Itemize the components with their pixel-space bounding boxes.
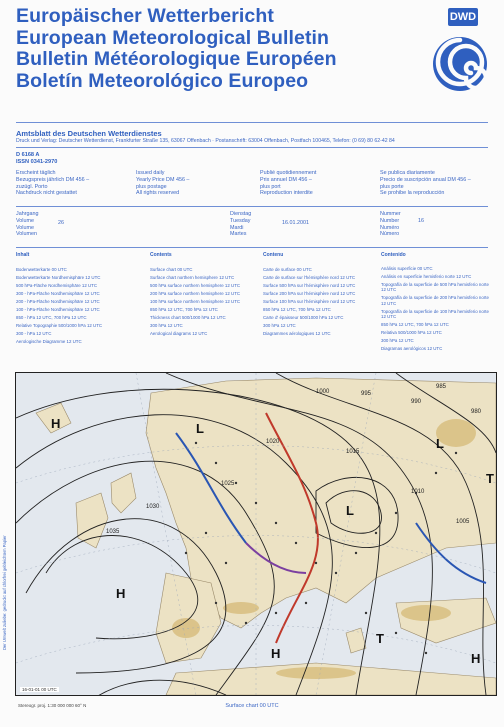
- toc-item: Bodenwetterkarte Nordhemisphäre 12 UTC: [16, 275, 101, 280]
- issue-number: 16: [418, 218, 424, 224]
- toc-item: 850 hPa 12 UTC, 700 hPa 12 UTC: [381, 322, 449, 328]
- toc-item: 300 hPa 12 UTC: [381, 338, 414, 344]
- surface-weather-map: [15, 372, 497, 696]
- toc-item: 200 - hPa-Fläche Nordhemisphäre 12 UTC: [16, 299, 100, 304]
- toc-item: Carte de surface sur l'hémisphère nord 12 UTC: [263, 275, 356, 280]
- toc-item: Diagrammes aérologiques 12 UTC: [263, 331, 331, 336]
- toc-item: 850 hPa 12 UTC, 700 hPa 12 UTC: [263, 307, 331, 312]
- low-pressure-centre: L: [196, 421, 204, 436]
- info-fr: [260, 170, 316, 197]
- isobar-label: 1000: [316, 389, 330, 395]
- trough-centre: T: [486, 471, 494, 486]
- map-caption: Surface chart 00 UTC: [225, 703, 279, 709]
- info-en-line: Yearly Price DM 456 –: [136, 176, 190, 183]
- dwd-spiral-icon: [430, 30, 488, 100]
- contents-es-head: Contenido: [381, 252, 406, 258]
- volume-label: Volumen: [16, 231, 37, 238]
- info-de-line: Nachdruck nicht gestattet: [16, 190, 77, 197]
- info-en: [136, 170, 189, 197]
- contents-es: [381, 252, 491, 354]
- contents-fr: [263, 252, 373, 338]
- volume-label: Volume: [16, 224, 34, 231]
- toc-item: 500 hPa surface northern hemisphere 12 UTC: [150, 283, 241, 288]
- isobar-label: 1015: [346, 449, 360, 455]
- isobar-label: 1030: [146, 504, 160, 510]
- title-de: Europäischer Wetterbericht: [16, 5, 274, 27]
- volume-label: Jahrgang: [16, 211, 39, 217]
- publisher-address: Druck und Verlag: Deutscher Wetterdienst, Frankfurter Straße 135, 63067 Offenbach · Postanschrift: 63004 Offenbach, Postfach 100465, Telefon: (0 69) 80 62-42 84: [16, 138, 395, 144]
- info-fr-line: plus port: [260, 183, 281, 190]
- volume-labels: [16, 211, 38, 238]
- id-block: [16, 152, 57, 166]
- toc-item: 300 - hPa 12 UTC: [16, 331, 52, 336]
- issn: ISSN 0341-2970: [16, 159, 58, 165]
- high-pressure-centre: H: [116, 586, 126, 601]
- contents-en: [150, 252, 255, 338]
- title-block: [16, 6, 436, 92]
- info-de-line: Bezugspreis jährlich DM 456 –: [16, 176, 90, 183]
- toc-item: 500 hPa-Fläche Nordhemisphäre 12 UTC: [16, 283, 98, 288]
- issue-date: 16.01.2001: [282, 220, 309, 226]
- info-en-line: plus postage: [136, 183, 167, 190]
- high-pressure-centre: H: [271, 646, 281, 661]
- title-fr: Bulletin Météorologique Européen: [16, 48, 337, 70]
- title-en: European Meteorological Bulletin: [16, 26, 330, 49]
- toc-item: 100 - hPa-Fläche Nordhemisphäre 12 UTC: [16, 307, 100, 312]
- toc-item: Topografía de la superficie de 100 hPa hemisferio norte 12 UTC: [381, 308, 489, 320]
- toc-item: 200 hPa surface northern hemisphere 12 UTC: [150, 291, 241, 296]
- number-label: Número: [380, 231, 400, 238]
- divider-address: [16, 147, 488, 148]
- dwd-logo: [430, 8, 488, 104]
- low-pressure-centre: L: [436, 436, 444, 451]
- number-label: Number: [380, 217, 400, 224]
- isobar-label: 1005: [456, 519, 470, 525]
- toc-item: Topografía de la superficie de 200 hPa hemisferio norte 12 UTC: [381, 295, 489, 306]
- toc-item: Carte d' épaisseur 500/1000 hPa 12 UTC: [263, 315, 344, 320]
- toc-item: 300 hPa 12 UTC: [263, 323, 296, 328]
- number-labels: [380, 211, 401, 238]
- info-fr-line: Reproduction interdite: [260, 190, 313, 197]
- toc-item: Aerological diagrams 12 UTC: [150, 331, 208, 336]
- isobar-label: 1035: [106, 529, 120, 535]
- dwd-badge: DWD: [448, 8, 478, 26]
- toc-item: 850 - hPa 12 UTC, 700 hPa 12 UTC: [16, 315, 87, 320]
- info-de: [16, 170, 89, 197]
- trough-centre: T: [376, 631, 384, 646]
- info-es-line: Se prohibe la reproducción: [380, 190, 445, 197]
- contents-de-head: Inhalt: [16, 252, 30, 258]
- volume-value: 26: [58, 220, 64, 226]
- paper-note: Der Umwelt zuliebe: gedruckt auf chlorfrei gebleichtem Papier: [2, 535, 7, 650]
- title-es: Boletín Meteorológico Europeo: [16, 69, 309, 92]
- toc-item: Surface 100 hPa sur l'hémisphère nord 12 UTC: [263, 299, 356, 304]
- toc-item: Surface chart northern hemisphere 12 UTC: [150, 275, 235, 280]
- toc-item: Relativa 500/1000 hPa 12 UTC: [381, 330, 442, 336]
- info-fr-line: Prix annuel DM 456 –: [260, 176, 312, 183]
- map-timestamp: 16-01-01 00 UTC: [22, 687, 57, 692]
- toc-item: 850 hPa 12 UTC, 700 hPa 12 UTC: [150, 307, 218, 312]
- toc-item: 300 hPa 12 UTC: [150, 323, 183, 328]
- toc-item: Aerologische Diagramme 12 UTC: [16, 339, 82, 344]
- isobar-label: 980: [471, 409, 482, 415]
- day-labels: [230, 211, 251, 238]
- low-pressure-centre: L: [346, 503, 354, 518]
- info-en-line: All rights reserved: [136, 190, 180, 197]
- toc-item: Diagramas aerológicos 12 UTC: [381, 346, 443, 352]
- map-scale: Stereogr. proj. 1:30 000 000 60° N: [18, 703, 87, 708]
- contents-de: [16, 252, 134, 346]
- isobar-label: 1025: [221, 481, 235, 487]
- amtsblatt: Amtsblatt des Deutschen Wetterdienstes: [16, 129, 162, 138]
- isobar-label: 985: [436, 384, 447, 390]
- toc-item: Topografía de la superficie de 500 hPa hemisferio norte 12 UTC: [381, 282, 489, 293]
- isobar-label: 1020: [266, 439, 280, 445]
- divider-top: [16, 122, 488, 123]
- toc-item: Análisis en superficie hemisferio norte 12 UTC: [381, 274, 472, 279]
- info-es-line: plus porte: [380, 183, 404, 190]
- toc-item: Carte de surface 00 UTC: [263, 267, 312, 272]
- day-label: Tuesday: [230, 217, 251, 224]
- info-en-line: Issued daily: [136, 170, 165, 176]
- day-label: Dienstag: [230, 211, 252, 217]
- divider-info: [16, 206, 488, 207]
- high-pressure-centre: H: [51, 416, 61, 431]
- toc-item: 300 - hPa-Fläche Nordhemisphäre 12 UTC: [16, 291, 100, 296]
- isobar-label: 990: [411, 399, 422, 405]
- isobar-label: 1010: [411, 489, 425, 495]
- day-label: Mardi: [230, 224, 244, 231]
- toc-item: Thickness chart 500/1000 hPa 12 UTC: [150, 315, 226, 320]
- number-label: Numéro: [380, 224, 400, 231]
- isobar-label: 995: [361, 391, 372, 397]
- number-label: Nummer: [380, 211, 401, 217]
- info-fr-line: Publié quotidiennement: [260, 170, 317, 176]
- toc-item: 100 hPa surface northern hemisphere 12 UTC: [150, 299, 241, 304]
- toc-item: Surface 500 hPa sur l'hémisphère nord 12 UTC: [263, 283, 356, 288]
- info-es-line: Precio de suscripción anual DM 456 –: [380, 176, 471, 183]
- volume-label: Volume: [16, 217, 34, 224]
- toc-item: Relative Topographie 500/1000 hPa 12 UTC: [16, 323, 103, 328]
- high-pressure-centre: H: [471, 651, 481, 666]
- contents-en-head: Contents: [150, 252, 172, 258]
- info-es-line: Se publica diariamente: [380, 170, 435, 176]
- toc-item: Surface 200 hPa sur l'hémisphère nord 12 UTC: [263, 291, 356, 296]
- publication-code: D 6168 A: [16, 152, 40, 158]
- toc-item: Análisis superficie 00 UTC: [381, 266, 433, 271]
- toc-item: Surface chart 00 UTC: [150, 267, 193, 272]
- info-de-line: Erscheint täglich: [16, 170, 56, 176]
- divider-issue: [16, 247, 488, 248]
- contents-fr-head: Contenu: [263, 252, 284, 258]
- info-es: [380, 170, 471, 197]
- info-de-line: zuzügl. Porto: [16, 183, 48, 190]
- weather-map-graphic: [16, 373, 496, 695]
- toc-item: Bodenwetterkarte 00 UTC: [16, 267, 67, 272]
- day-label: Martes: [230, 231, 247, 238]
